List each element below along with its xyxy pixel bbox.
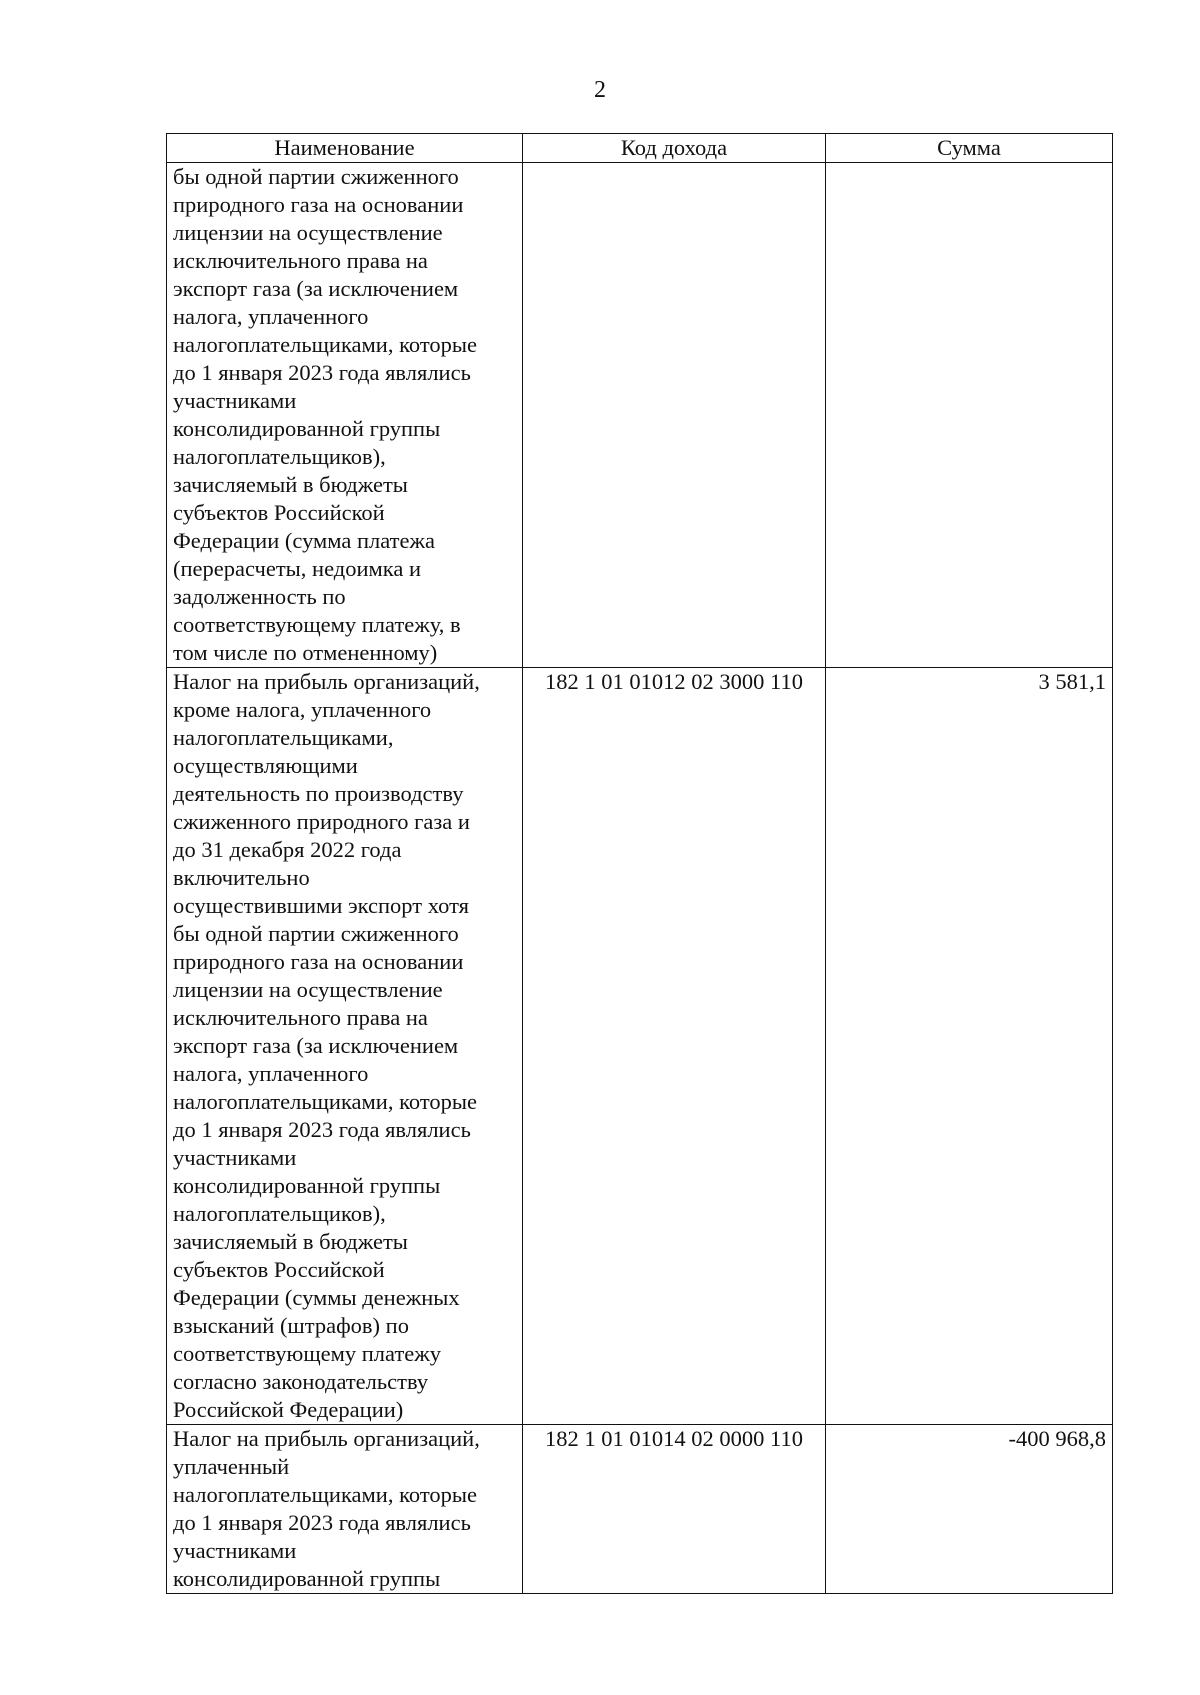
name-line: осуществившими экспорт хотя: [173, 893, 469, 918]
name-line: бы одной партии сжиженного: [173, 164, 459, 189]
name-line: осуществляющими: [173, 753, 358, 778]
name-cell: [167, 668, 523, 1425]
header-code: Код дохода: [523, 134, 826, 163]
sum-cell: 3 581,1: [826, 668, 1113, 1425]
name-line: участниками: [173, 1145, 297, 1170]
name-line: участниками: [173, 388, 297, 413]
name-line: Федерации (сумма платежа: [173, 528, 435, 553]
name-line: экспорт газа (за исключением: [173, 276, 459, 301]
name-line: налогоплательщиками,: [173, 725, 394, 750]
code-cell: [523, 163, 826, 668]
name-line: (перерасчеты, недоимка и: [173, 556, 421, 581]
name-line: зачисляемый в бюджеты: [173, 472, 408, 497]
name-cell: [167, 1425, 523, 1594]
name-line: природного газа на основании: [173, 192, 464, 217]
page-number: 2: [594, 77, 606, 103]
name-line: сжиженного природного газа и: [173, 809, 470, 834]
name-line: субъектов Российской: [173, 1257, 385, 1282]
name-line: до 31 декабря 2022 года: [173, 837, 402, 862]
header-row: [167, 134, 1113, 163]
name-line: участниками: [173, 1538, 297, 1563]
revenue-table: [166, 133, 1113, 1594]
sum-cell: -400 968,8: [826, 1425, 1113, 1594]
table-row: [167, 1425, 1113, 1594]
name-line: зачисляемый в бюджеты: [173, 1229, 408, 1254]
name-line: соответствующему платежу: [173, 1341, 442, 1366]
name-line: консолидированной группы: [173, 416, 441, 441]
name-line: исключительного права на: [173, 1005, 428, 1030]
table-row: [167, 668, 1113, 1425]
name-line: консолидированной группы: [173, 1173, 441, 1198]
name-line: уплаченный: [173, 1454, 290, 1479]
name-line: бы одной партии сжиженного: [173, 921, 459, 946]
name-line: налогоплательщиками, которые: [173, 332, 477, 357]
name-line: налогоплательщиками, которые: [173, 1482, 477, 1507]
code-cell: 182 1 01 01014 02 0000 110: [523, 1425, 826, 1594]
table-row: [167, 163, 1113, 668]
name-line: Налог на прибыль организаций,: [173, 669, 480, 694]
name-line: природного газа на основании: [173, 949, 464, 974]
name-line: том числе по отмененному): [173, 640, 438, 665]
name-line: включительно: [173, 865, 310, 890]
name-line: согласно законодательству: [173, 1369, 429, 1394]
name-line: до 1 января 2023 года являлись: [173, 1117, 471, 1142]
name-line: соответствующему платежу, в: [173, 612, 461, 637]
table-header: [167, 134, 1113, 163]
name-line: до 1 января 2023 года являлись: [173, 360, 471, 385]
name-line: лицензии на осуществление: [173, 977, 443, 1002]
header-sum: Сумма: [826, 134, 1113, 163]
name-line: исключительного права на: [173, 248, 428, 273]
name-line: консолидированной группы: [173, 1566, 441, 1591]
name-line: налога, уплаченного: [173, 1061, 369, 1086]
sum-cell: [826, 163, 1113, 668]
name-line: задолженность по: [173, 584, 346, 609]
name-line: Федерации (суммы денежных: [173, 1285, 460, 1310]
code-cell: 182 1 01 01012 02 3000 110: [523, 668, 826, 1425]
name-line: субъектов Российской: [173, 500, 385, 525]
name-line: Российской Федерации): [173, 1397, 404, 1422]
name-line: до 1 января 2023 года являлись: [173, 1510, 471, 1535]
name-line: кроме налога, уплаченного: [173, 697, 432, 722]
table-body: [167, 163, 1113, 1594]
name-line: деятельность по производству: [173, 781, 464, 806]
name-line: налогоплательщиками, которые: [173, 1089, 477, 1114]
name-line: Налог на прибыль организаций,: [173, 1426, 480, 1451]
name-line: налогоплательщиков),: [173, 444, 386, 469]
name-line: налога, уплаченного: [173, 304, 369, 329]
name-line: лицензии на осуществление: [173, 220, 443, 245]
name-cell: [167, 163, 523, 668]
name-line: экспорт газа (за исключением: [173, 1033, 459, 1058]
name-line: взысканий (штрафов) по: [173, 1313, 409, 1338]
name-line: налогоплательщиков),: [173, 1201, 386, 1226]
header-name: Наименование: [167, 134, 523, 163]
